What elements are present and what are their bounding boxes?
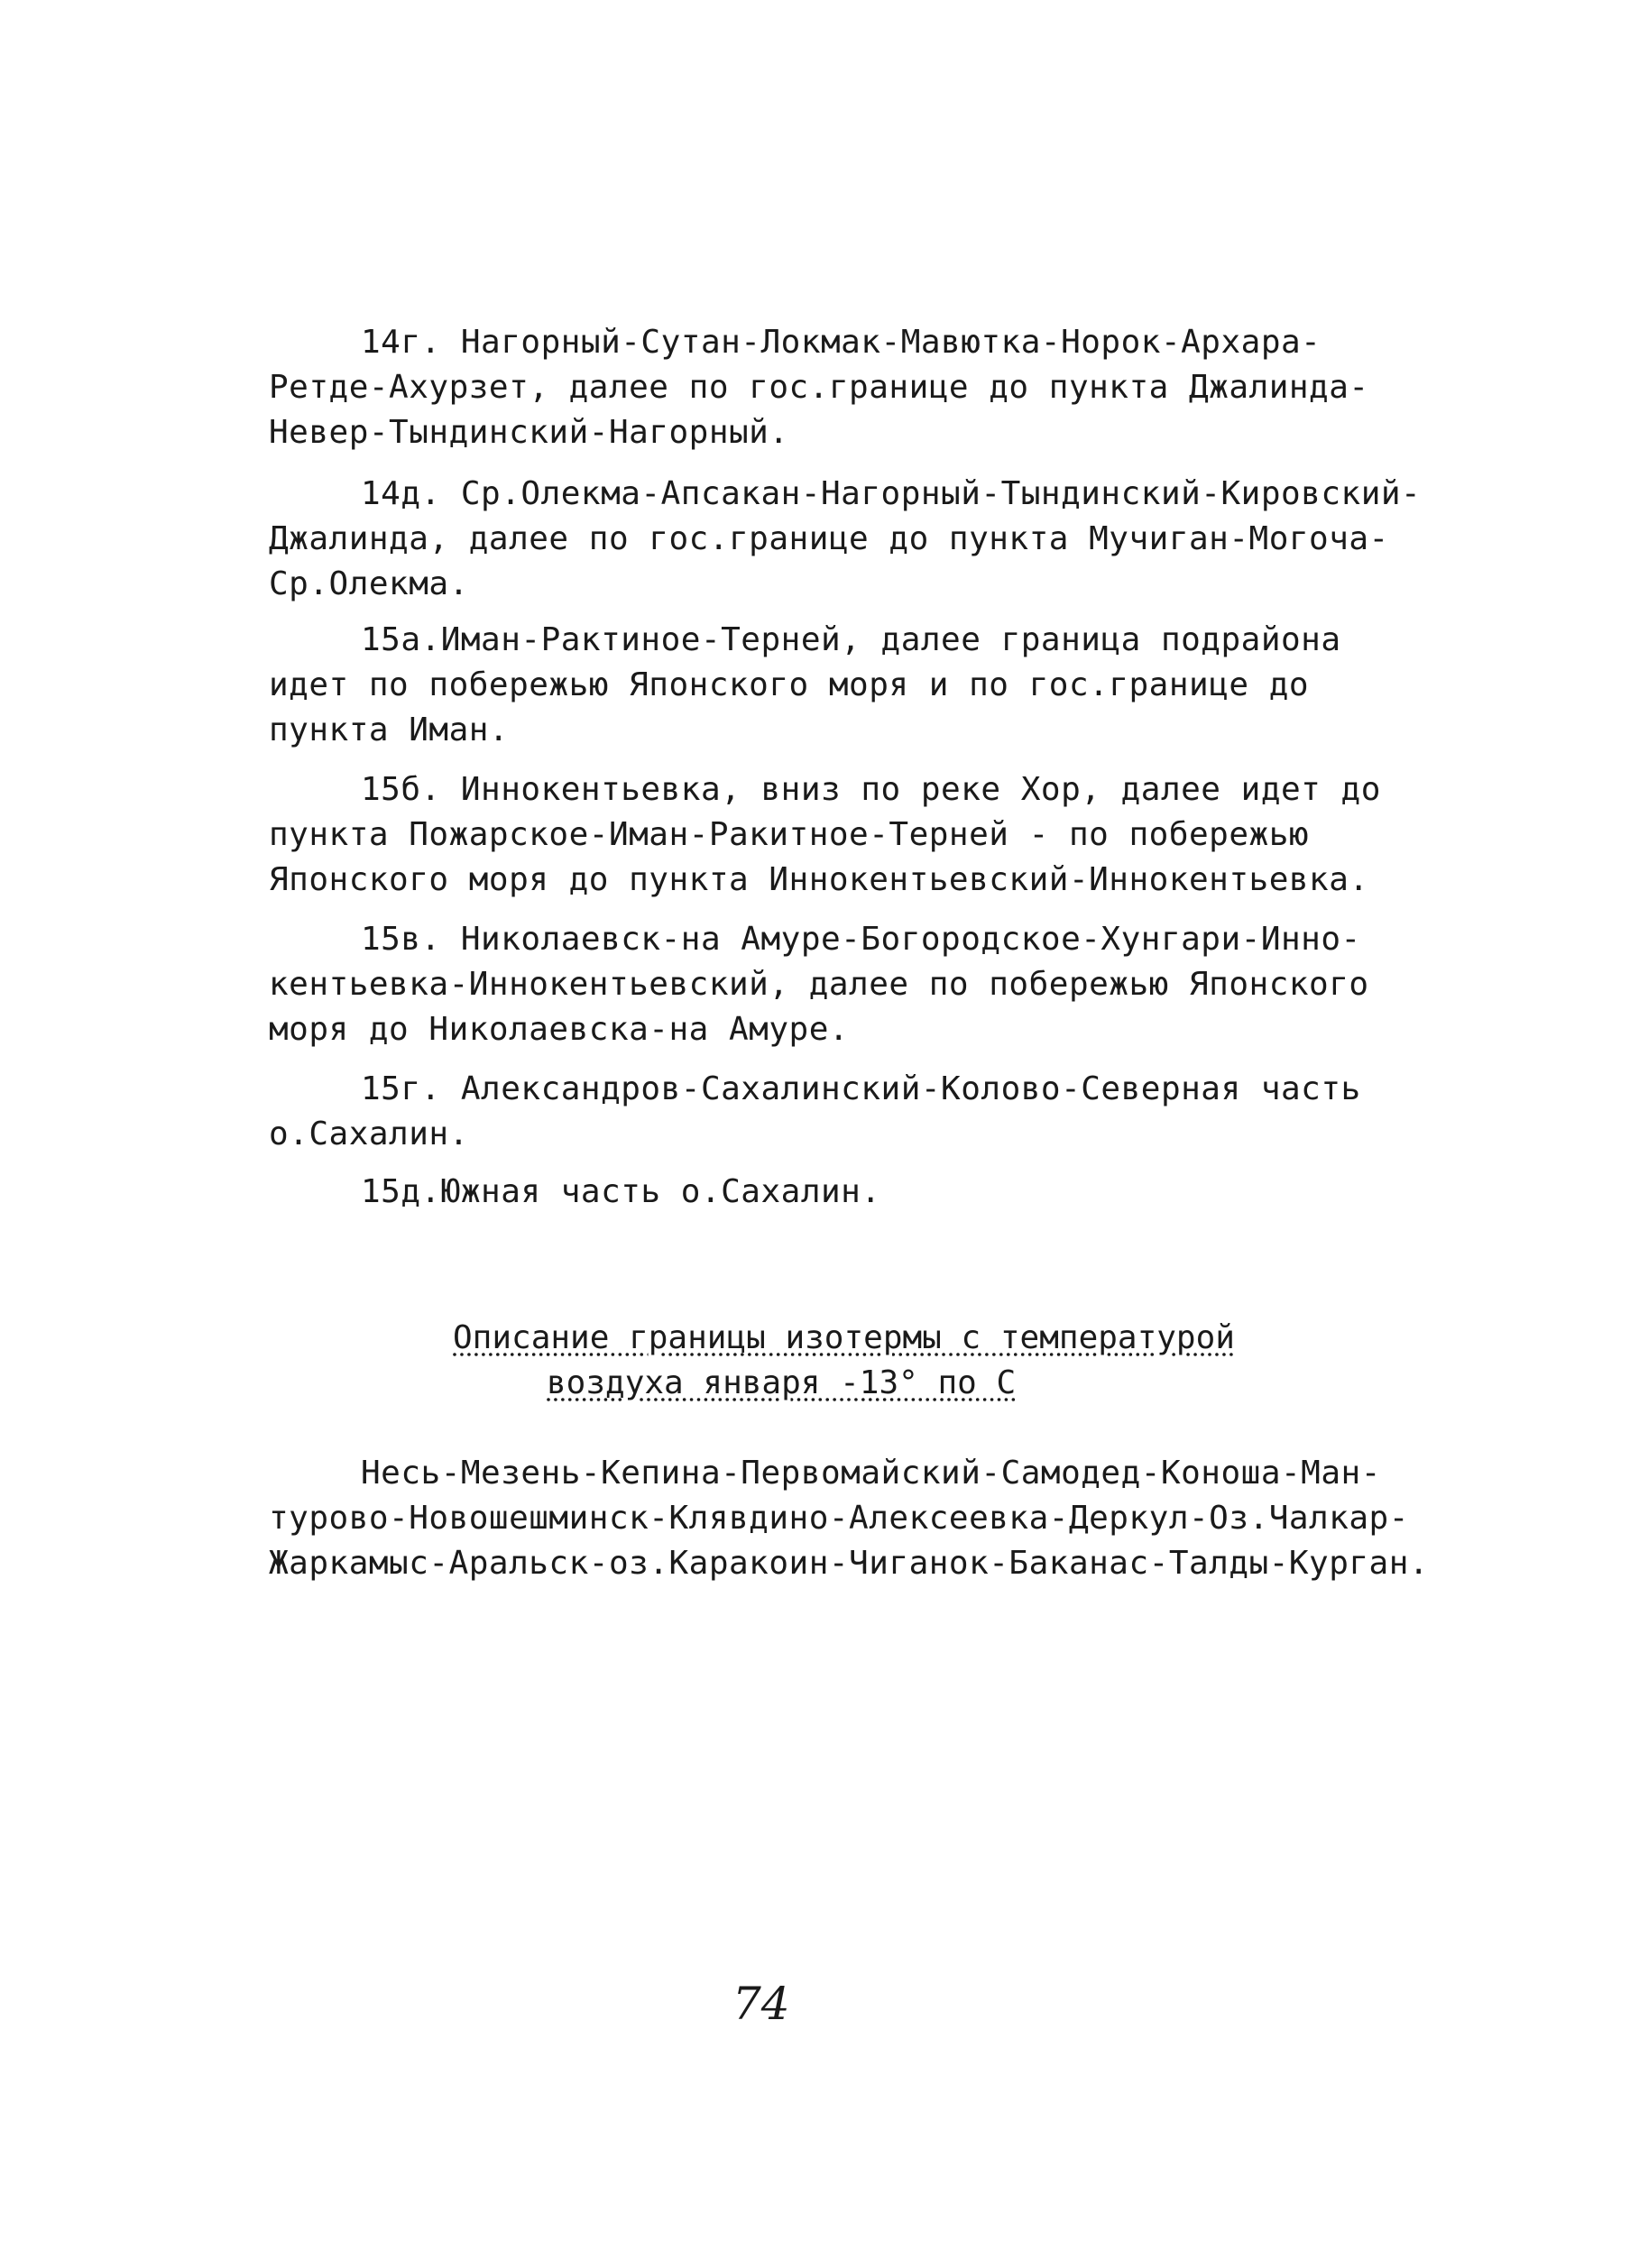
- text-line: моря до Николаевска-на Амуре.: [269, 1011, 850, 1048]
- text-line: идет по побережью Японского моря и по гос.границе до: [269, 666, 1310, 703]
- text-line: 15г. Александров-Сахалинский-Колово-Северная часть: [361, 1070, 1361, 1107]
- text-line: пункта Иман.: [269, 712, 510, 748]
- text-line: 14д. Ср.Олекма-Апсакан-Нагорный-Тындинский-Кировский-: [361, 475, 1422, 512]
- text-line: 15д.Южная часть о.Сахалин.: [361, 1173, 881, 1210]
- text-line: 14г. Нагорный-Сутан-Локмак-Мавютка-Норок-Архара-: [361, 324, 1321, 361]
- text-line: кентьевка-Иннокентьевский, далее по побережью Японского: [269, 966, 1369, 1003]
- text-line: Ретде-Ахурзет, далее по гос.границе до пункта Джалинда-: [269, 369, 1369, 406]
- text-line: Невер-Тындинский-Нагорный.: [269, 414, 789, 451]
- text-line: турово-Новошешминск-Клявдино-Алексеевка-Деркул-Оз.Чалкар-: [269, 1500, 1409, 1537]
- heading-line: Описание границы изотермы с температурой: [453, 1319, 1235, 1356]
- heading-line: воздуха января -13° по С: [547, 1364, 1017, 1401]
- text-line: 15а.Иман-Рактиное-Терней, далее граница подрайона: [361, 621, 1341, 658]
- text-line: пункта Пожарское-Иман-Ракитное-Терней - по побережью: [269, 816, 1310, 853]
- text-line: 15в. Николаевск-на Амуре-Богородское-Хунгари-Инно-: [361, 921, 1361, 958]
- text-line: Джалинда, далее по гос.границе до пункта Мучиган-Могоча-: [269, 520, 1389, 557]
- text-line: Несь-Мезень-Кепина-Первомайский-Самодед-Коноша-Ман-: [361, 1455, 1381, 1492]
- text-line: Жаркамыс-Аральск-оз.Каракоин-Чиганок-Баканас-Талды-Курган.: [269, 1545, 1430, 1582]
- text-line: Японского моря до пункта Иннокентьевский-Иннокентьевка.: [269, 861, 1369, 898]
- text-line: 15б. Иннокентьевка, вниз по реке Хор, далее идет до: [361, 771, 1381, 808]
- page-number: 74: [732, 1978, 790, 2030]
- text-line: о.Сахалин.: [269, 1116, 469, 1152]
- text-line: Ср.Олекма.: [269, 565, 469, 602]
